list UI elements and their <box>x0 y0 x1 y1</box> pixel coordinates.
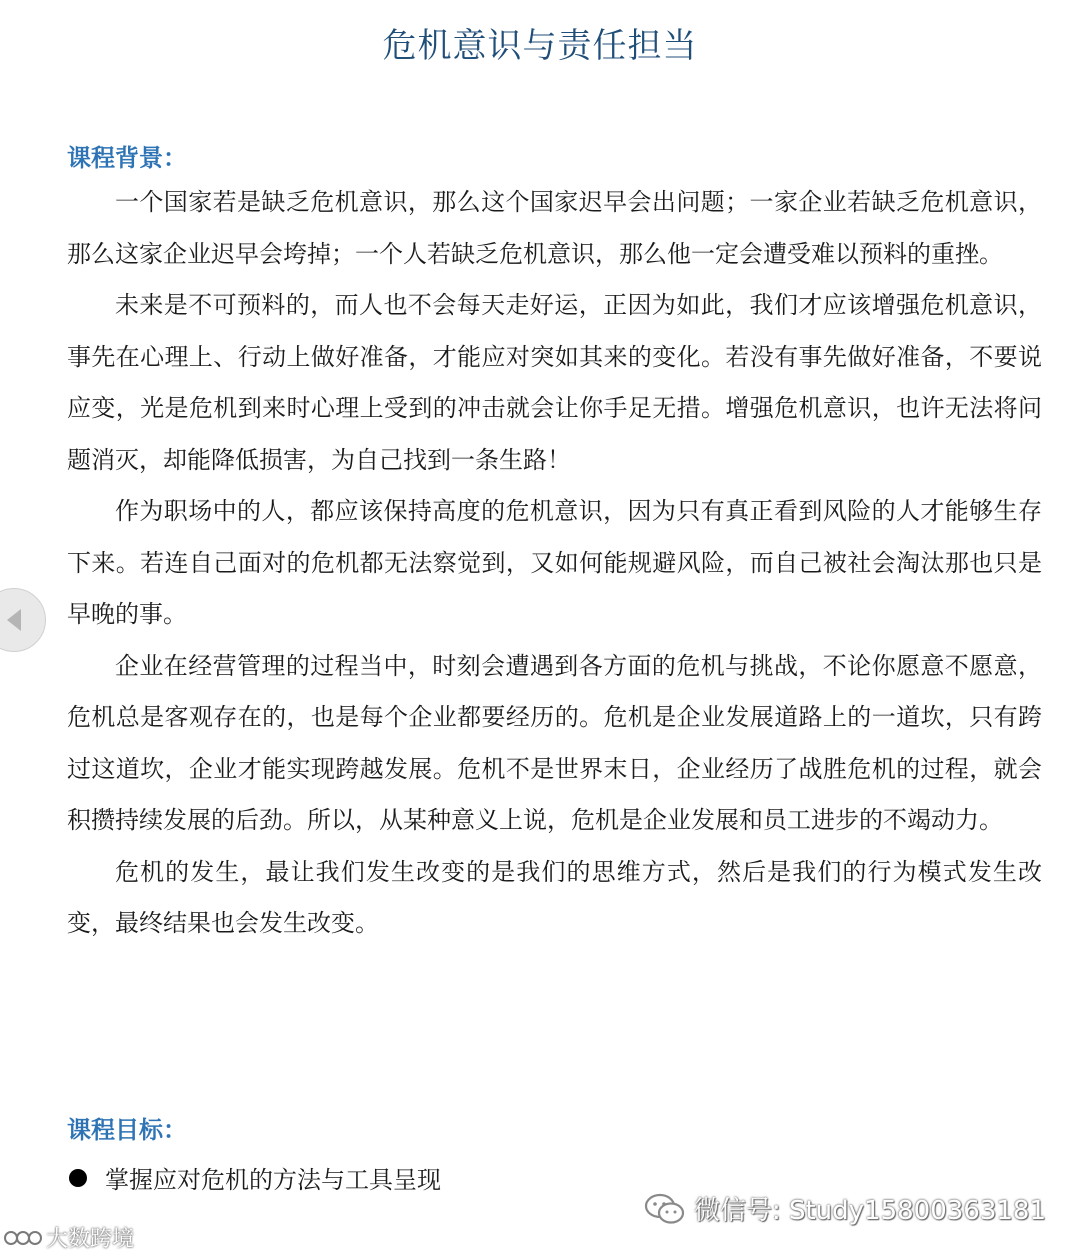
background-paragraph: 企业在经营管理的过程当中，时刻会遭遇到各方面的危机与挑战，不论你愿意不愿意，危机总是客观存在的，也是每个企业都要经历的。危机是企业发展道路上的一道坎，只有跨过这道坎，企业才能实现跨越发展。危机不是世界末日，企业经历了战胜危机的过程，就会积攒持续发展的后劲。所以，从某种意义上说，危机是企业发展和员工进步的不竭动力。 <box>67 651 1042 834</box>
bullet-icon <box>69 1169 87 1187</box>
brand-logo-text: 大数跨境 <box>46 1227 135 1252</box>
background-paragraph: 一个国家若是缺乏危机意识，那么这个国家迟早会出问题；一家企业若缺乏危机意识，那么这家企业迟早会垮掉；一个人若缺乏危机意识，那么他一定会遭受难以预料的重挫。 <box>67 188 1042 268</box>
brand-watermark <box>2 1222 134 1253</box>
goal-text: 掌握应对危机的方法与工具呈现 <box>105 1166 441 1194</box>
document-title: 危机意识与责任担当 <box>382 26 698 66</box>
background-heading: 课程背景： <box>67 143 187 172</box>
background-body <box>67 177 1042 950</box>
background-paragraph: 未来是不可预料的，而人也不会每天走好运，正因为如此，我们才应该增强危机意识，事先在心理上、行动上做好准备，才能应对突如其来的变化。若没有事先做好准备，不要说应变，光是危机到来时心理上受到的冲击就会让你手足无措。增强危机意识，也许无法将问题消灭，却能降低损害，为自己找到一条生路！ <box>67 291 1042 474</box>
background-paragraph: 作为职场中的人，都应该保持高度的危机意识，因为只有真正看到风险的人才能够生存下来。若连自己面对的危机都无法察觉到，又如何能规避风险，而自己被社会淘汰那也只是早晚的事。 <box>67 497 1042 628</box>
goals-heading: 课程目标： <box>67 1115 187 1144</box>
wechat-icon <box>644 1192 686 1226</box>
brand-logo-icon <box>2 1225 42 1251</box>
background-paragraph: 危机的发生，最让我们发生改变的是我们的思维方式，然后是我们的行为模式发生改变，最终结果也会发生改变。 <box>67 857 1042 937</box>
wechat-watermark <box>644 1190 1046 1227</box>
wechat-id-text: 微信号: Study15800363181 <box>693 1196 1046 1226</box>
goal-list-item <box>67 1160 441 1195</box>
previous-page-button[interactable] <box>0 588 46 652</box>
chevron-left-icon <box>7 609 21 631</box>
